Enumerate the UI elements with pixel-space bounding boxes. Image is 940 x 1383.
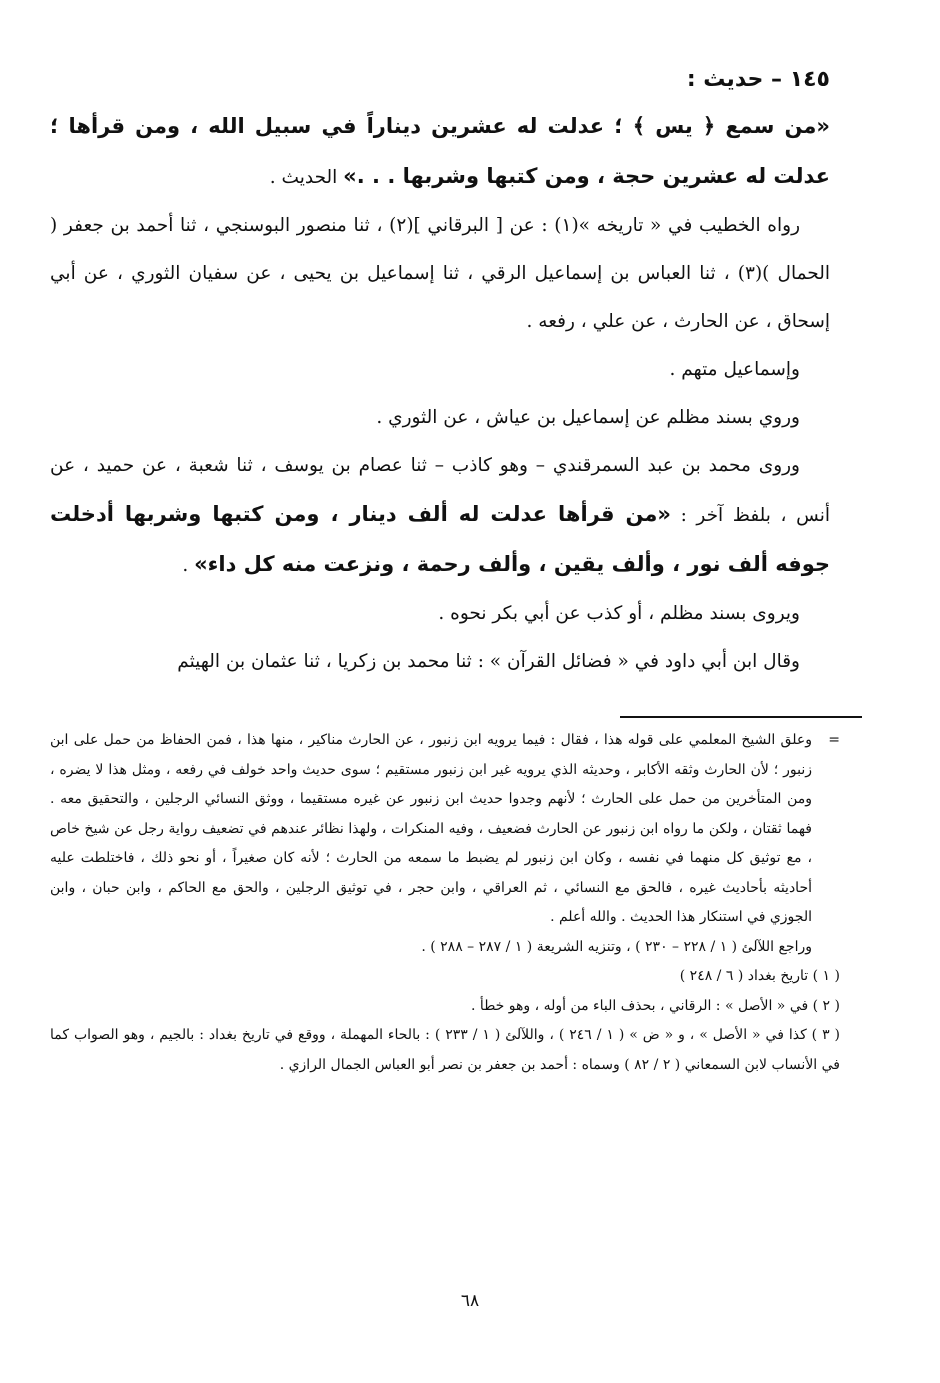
paragraph-ibn-ayyash: وروي بسند مظلم عن إسماعيل بن عياش ، عن الثوري .	[376, 407, 800, 428]
footnote-2: ( ٢ ) في « الأصل » : الرقاني ، بحذف الباء من أوله ، وهو خطأ .	[471, 997, 840, 1014]
main-text	[50, 58, 830, 686]
footnote-continuation	[50, 726, 840, 933]
paragraph-ismail: وإسماعيل متهم .	[669, 359, 800, 380]
paragraph-ibn-abi-dawud: وقال ابن أبي داود في « فضائل القرآن » : ثنا محمد بن زكريا ، ثنا عثمان بن الهيثم	[177, 651, 800, 672]
footnote-3-line-2: وهو الصواب كما في الأنساب لابن السمعاني ( ٢ / ٨٢ ) وسماه : أحمد بن جعفر بن نصر أبو العباس الجمال الرازي .	[50, 1027, 840, 1073]
hadith-text	[50, 102, 830, 202]
hadith-heading: ١٤٥ – حديث :	[686, 67, 830, 92]
footnote-reference: وراجع اللآلئ ( ١ / ٢٢٨ – ٢٣٠ ) ، وتنزيه الشريعة ( ١ / ٢٨٧ – ٢٨٨ ) .	[421, 938, 812, 955]
footnote-3	[50, 1021, 840, 1080]
page-number: ٦٨	[460, 1291, 480, 1311]
paragraph-abu-bakr: ويروى بسند مظلم ، أو كذب عن أبي بكر نحوه .	[438, 603, 800, 624]
footnote-3-line-1: ( ٣ ) كذا في « الأصل » ، و « ض » ( ١ / ٢٤٦ ) ، واللآلئ ( ١ / ٢٣٣ ) : بالحاء المهملة ، ووقع في تاريخ بغداد : بالجيم ،	[149, 1027, 841, 1043]
paragraph-narration: رواه الخطيب في « تاريخه »(١) : عن [ البرقاني ](٢) ، ثنا منصور البوسنجي ، ثنا أحمد بن جعفر ( الحمال )(٣) ، ثنا العباس بن إسماعيل الرقي ، ثنا إسماعيل بن يحيى ، عن سفيان الثوري ، عن أبي إسحاق ، عن الحارث ، عن علي ، رفعه .	[50, 215, 830, 332]
samarqandi-lead: وروى محمد بن عبد السمرقندي – وهو كاذب – ثنا عصام بن يوسف ، ثنا شعبة ، عن حميد ، عن أنس ، بلفظ آخر :	[50, 455, 830, 526]
samarqandi-tail: .	[182, 555, 195, 576]
paragraph-samarqandi	[50, 442, 830, 590]
footnote-1: ( ١ ) تاريخ بغداد ( ٦ / ٢٤٨ )	[679, 968, 840, 984]
samarqandi-quote: «من قرأها عدلت له ألف دينار ، ومن كتبها وشربها أدخلت جوفه ألف نور ، وألف يقين ، وألف رحمة ، ونزعت منه كل داء»	[50, 502, 830, 576]
footnotes	[50, 726, 840, 1080]
hadith-quote: «من سمع ﴿ يس ﴾ ؛ عدلت له عشرين ديناراً في سبيل الله ، ومن قرأها ؛ عدلت له عشرين حجة ، ومن كتبها وشربها . . .»	[50, 114, 830, 188]
footnote-divider	[620, 716, 862, 718]
continuation-text: وعلق الشيخ المعلمي على قوله هذا ، فقال : فيما يرويه ابن زنبور ، عن الحارث مناكير ، منها هذا ، فمن الحفاظ من حمل على ابن زنبور ؛ لأن الحارث وثقه الأكابر ، وحديثه الذي يرويه غير ابن زنبور مستقيم ؛ سوى حديث واحد خولف في رفعه ، ومثل هذا لا يضره ، ومن المتأخرين من حمل على الحارث ؛ لأنهم وجدوا حديث ابن زنبور عن غيره مستقيما ، ووثق النسائي الرجلين ، والتحقيق معه . فهما ثقتان ، ولكن ما رواه ابن زنبور عن الحارث فضعيف ، وفيه المنكرات ، ولهذا نظائر عندهم في تضعيف رواية رجل عن شيخ خاص ، مع توثيق كل منهما في نفسه ، وكان ابن زنبور لم يضبط ما سمعه من الحارث ؛ لأنه كان صغيراً ، أو نحو ذلك ، فاختلطت عليه أحاديثه بأحاديث غيره ، فالحق مع النسائي ، ثم العراقي ، وابن حجر ، في توثيق الرجلين ، والحق مع الحاكم ، وابن حبان ، وابن الجوزي في استنكار هذا الحديث . والله أعلم .	[50, 732, 812, 925]
hadith-quote-tail: الحديث .	[269, 167, 344, 188]
continuation-mark: =	[828, 732, 840, 748]
